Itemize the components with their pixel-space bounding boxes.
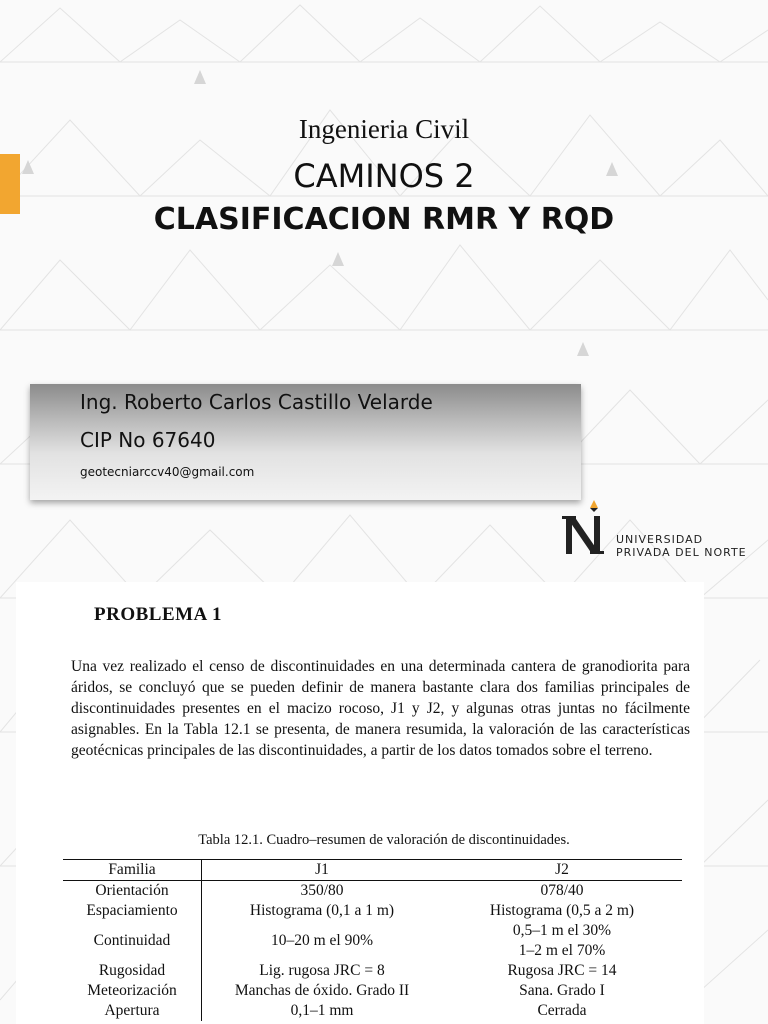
table-cell: Meteorización (63, 981, 202, 1001)
title-block (0, 112, 768, 242)
table-row (63, 881, 682, 902)
table-row (63, 901, 682, 921)
course-title: CAMINOS 2 (293, 157, 475, 195)
table-cell-line: 0,5–1 m el 30% (512, 922, 612, 939)
table-cell: Cerrada (537, 1002, 587, 1019)
table-cell: Histograma (0,5 a 2 m) (489, 902, 635, 919)
table-cell: Sana. Grado I (519, 982, 605, 999)
topic-title: CLASIFICACION RMR Y RQD (153, 202, 615, 237)
table-cell: 10–20 m el 90% (270, 932, 374, 949)
table-caption: Tabla 12.1. Cuadro–resumen de valoración de discontinuidades. (198, 832, 570, 848)
author-email: geotecniarccv40@gmail.com (80, 465, 255, 479)
table-cell: Histograma (0,1 a 1 m) (249, 902, 395, 919)
university-logo (560, 498, 760, 558)
table-cell: Apertura (63, 1001, 202, 1021)
logo-text (616, 533, 747, 559)
table-cell: Orientación (63, 881, 202, 902)
table-cell: Continuidad (63, 921, 202, 961)
table-row (63, 961, 682, 981)
problem-text: Una vez realizado el censo de discontinuidades en una determinada cantera de granodiorita para áridos, se concluyó que se pueden definir de manera bastante clara dos familias principales de discontinuidades presentes en el macizo rocoso, J1 y J2, y algunas otras juntas no fácilmente asignables. En la Tabla 12.1 se presenta, de manera resumida, la valoración de las características geotécnicas principales de las discontinuidades, a partir de los datos tomados sobre el terreno. (71, 658, 690, 759)
table-cell: Manchas de óxido. Grado II (234, 982, 410, 999)
table-cell: Rugosidad (63, 961, 202, 981)
table-cell: Lig. rugosa JRC = 8 (259, 962, 385, 979)
table-cell-line: 1–2 m el 70% (518, 942, 606, 959)
table-header-cell: J1 (202, 860, 443, 881)
table-cell: 0,1–1 mm (290, 1002, 354, 1019)
table-row (63, 921, 682, 961)
discontinuity-table (63, 859, 682, 1021)
table-header-row (63, 860, 682, 881)
logo-line2: PRIVADA DEL NORTE (616, 546, 747, 559)
table-cell: Espaciamiento (63, 901, 202, 921)
table-row (63, 981, 682, 1001)
logo-line1: UNIVERSIDAD (616, 533, 704, 546)
table-header-cell: J2 (442, 860, 682, 881)
upn-logo-icon (560, 498, 610, 558)
problem-document (16, 582, 704, 1024)
table-cell (442, 921, 682, 961)
subject-title: Ingenieria Civil (298, 114, 470, 144)
table-cell: Rugosa JRC = 14 (507, 962, 617, 979)
author-name: Ing. Roberto Carlos Castillo Velarde (80, 390, 433, 414)
table-cell: 078/40 (540, 882, 584, 899)
problem-title: PROBLEMA 1 (94, 604, 222, 625)
author-cip: CIP No 67640 (80, 428, 216, 452)
table-row (63, 1001, 682, 1021)
table-cell: 350/80 (300, 882, 344, 899)
table-header-cell: Familia (63, 860, 202, 881)
author-box (30, 384, 581, 500)
